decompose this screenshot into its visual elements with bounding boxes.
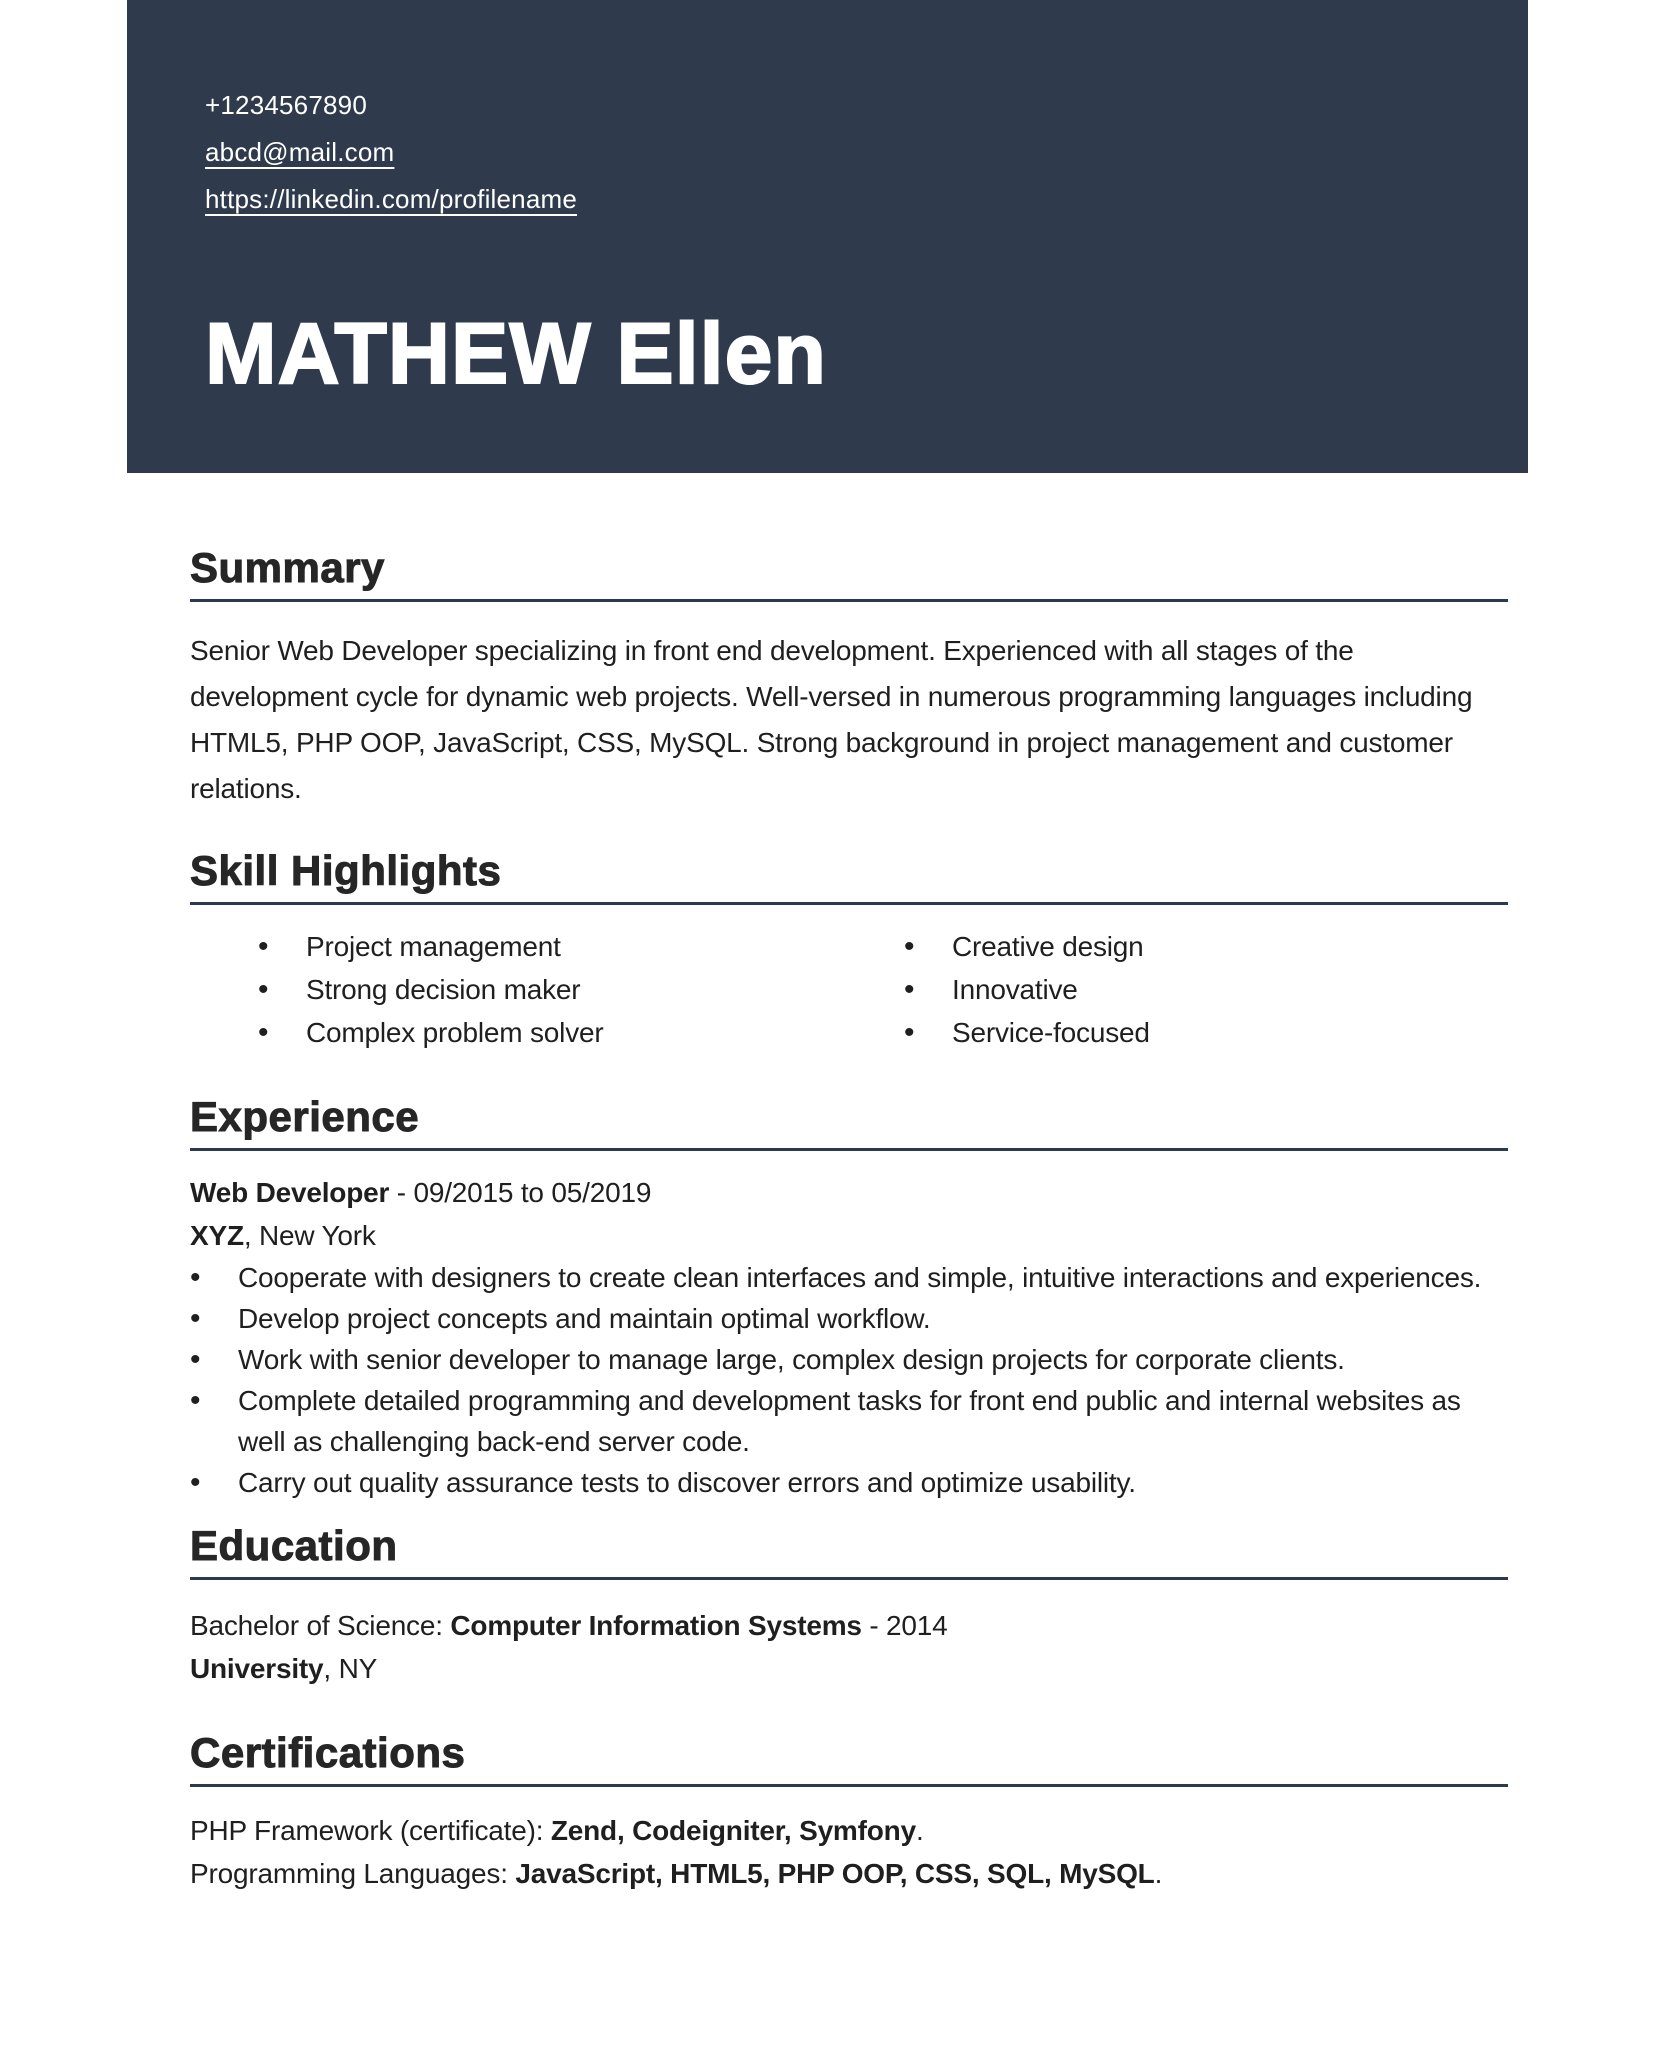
degree-line	[190, 1604, 1508, 1647]
company-name: XYZ	[190, 1220, 244, 1251]
section-certifications	[190, 1730, 1508, 1895]
cert-prefix: PHP Framework (certificate):	[190, 1815, 551, 1846]
degree-year: - 2014	[861, 1610, 948, 1641]
skills-column-left	[190, 925, 904, 1054]
degree-name: Computer Information Systems	[450, 1610, 862, 1641]
experience-heading: Experience	[190, 1094, 1508, 1151]
summary-text: Senior Web Developer specializing in front end development. Experienced with all stages of the development cycle for dynamic web projects. Well-versed in numerous programming languages including HTML5, PHP OOP, JavaScript, CSS, MySQL. Strong background in project management and customer relations.	[190, 635, 1473, 804]
experience-item: • Carry out quality assurance tests to discover errors and optimize usability.	[190, 1462, 1508, 1503]
cert-prefix: Programming Languages:	[190, 1858, 516, 1889]
degree-prefix: Bachelor of Science:	[190, 1610, 451, 1641]
school-name: University	[190, 1653, 324, 1684]
cert-suffix: .	[1154, 1858, 1163, 1889]
experience-bullets	[190, 1257, 1508, 1503]
skill-item: • Innovative	[904, 968, 1508, 1011]
section-summary	[190, 545, 1508, 812]
skills-columns	[190, 925, 1508, 1054]
resume-body	[190, 545, 1508, 1895]
company-line	[190, 1214, 1508, 1257]
school-line	[190, 1647, 1508, 1690]
skills-column-right	[904, 925, 1508, 1054]
education-heading: Education	[190, 1523, 1508, 1580]
resume-header	[127, 0, 1528, 473]
job-title-line	[190, 1171, 1508, 1214]
skill-item: • Complex problem solver	[258, 1011, 904, 1054]
experience-item: • Complete detailed programming and development tasks for front end public and internal websites as well as challenging back-end server code.	[190, 1380, 1508, 1462]
section-skill-highlights	[190, 848, 1508, 1054]
contact-linkedin-link[interactable]: https://linkedin.com/profilename	[205, 184, 578, 214]
skill-item: • Creative design	[904, 925, 1508, 968]
cert-suffix: .	[915, 1815, 924, 1846]
experience-item: • Develop project concepts and maintain optimal workflow.	[190, 1298, 1508, 1339]
cert-values: JavaScript, HTML5, PHP OOP, CSS, SQL, MySQL	[515, 1858, 1155, 1889]
experience-item: • Work with senior developer to manage large, complex design projects for corporate clients.	[190, 1339, 1508, 1380]
experience-item: • Cooperate with designers to create clean interfaces and simple, intuitive interactions and experiences.	[190, 1257, 1508, 1298]
cert-values: Zend, Codeigniter, Symfony	[550, 1815, 916, 1846]
contact-email-link[interactable]: abcd@mail.com	[205, 137, 395, 167]
school-location: , NY	[323, 1653, 378, 1684]
person-name: MATHEW Ellen	[205, 306, 827, 402]
section-experience	[190, 1094, 1508, 1503]
job-dates: - 09/2015 to 05/2019	[389, 1177, 652, 1208]
certifications-heading: Certifications	[190, 1730, 1508, 1787]
skills-heading: Skill Highlights	[190, 848, 1508, 905]
summary-heading: Summary	[190, 545, 1508, 602]
job-title: Web Developer	[190, 1177, 390, 1208]
certification-line	[190, 1809, 1508, 1852]
company-location: , New York	[243, 1220, 376, 1251]
certification-line	[190, 1852, 1508, 1895]
section-education	[190, 1523, 1508, 1690]
skill-item: • Service-focused	[904, 1011, 1508, 1054]
contact-phone: +1234567890	[205, 90, 367, 120]
skill-item: • Strong decision maker	[258, 968, 904, 1011]
skill-item: • Project management	[258, 925, 904, 968]
